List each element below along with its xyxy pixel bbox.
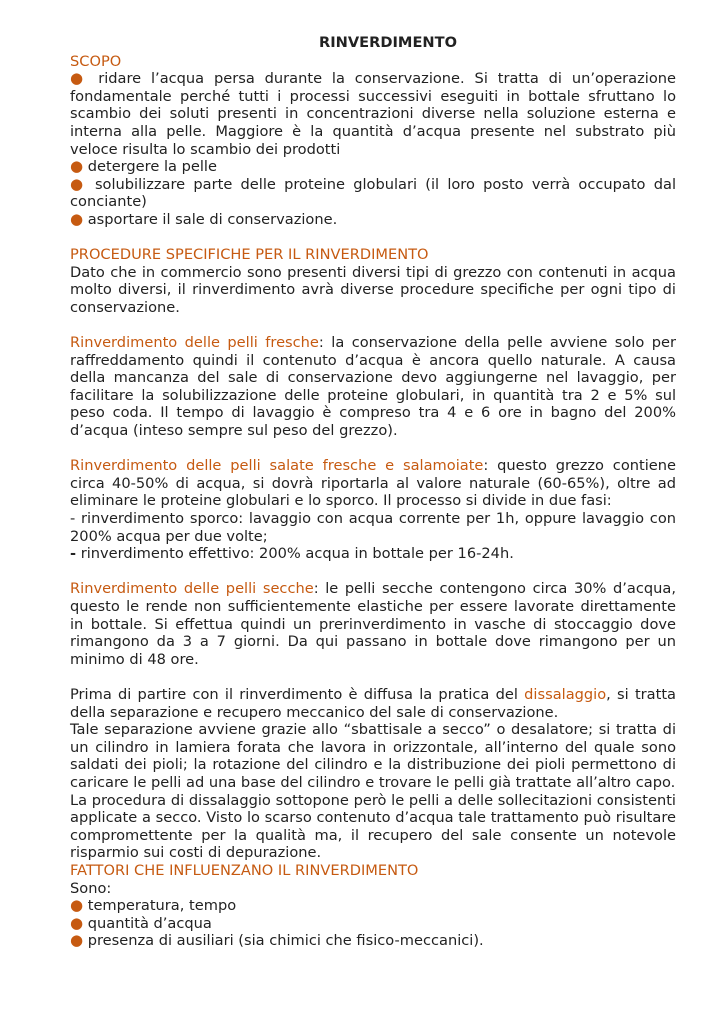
bullet-item: ● detergere la pelle	[70, 157, 217, 176]
bullet-item: ● presenza di ausiliari (sia chimici che fisico-meccanici).	[70, 931, 484, 950]
heading-fattori: FATTORI CHE INFLUENZANO IL RINVERDIMENTO	[70, 861, 419, 879]
section-secche: Rinverdimento delle pelli secche: le pelli secche contengono circa 30% d’acqua, questo le rende non sufficientemente elastiche per essere lavorate direttamente in bottale. Si effettua quindi un prerinverdimento in vasche di stoccaggio dove rimangono da 3 a 7 giorni. Da qui passano in bottale dove rimangono per un minimo di 48 ore.	[70, 580, 676, 668]
bullet-item: ● asportare il sale di conservazione.	[70, 209, 338, 228]
bullet-icon: ●	[70, 209, 84, 228]
dissalaggio-p1: Prima di partire con il rinverdimento è diffusa la pratica del dissalaggio, si tratta della separazione e recupero meccanico del sale di conservazione.	[70, 685, 676, 721]
bullet-icon: ●	[70, 931, 84, 950]
label-secche: Rinverdimento delle pelli secche	[70, 580, 314, 598]
term-dissalaggio: dissalaggio	[524, 685, 607, 703]
heading-procedure: PROCEDURE SPECIFICHE PER IL RINVERDIMENTO	[70, 246, 429, 264]
bullet-icon: ●	[70, 69, 89, 88]
label-salate: Rinverdimento delle pelli salate fresche e salamoiate	[70, 457, 484, 475]
bullet-item: ● solubilizzare parte delle proteine globulari (il loro posto verrà occupato dal conciante)	[70, 174, 676, 211]
bullet-icon: ●	[70, 896, 84, 915]
phase-2: - rinverdimento effettivo: 200% acqua in bottale per 16-24h.	[70, 545, 514, 563]
bullet-item: ● quantità d’acqua	[70, 913, 212, 932]
phase-1: - rinverdimento sporco: lavaggio con acqua corrente per 1h, oppure lavaggio con 200% acqua per due volte;	[70, 510, 676, 545]
section-fresche: Rinverdimento delle pelli fresche: la conservazione della pelle avviene solo per raffreddamento quindi il contenuto d’acqua è ancora quello naturale. A causa della mancanza del sale di conservazione devo aggiungerne nel lavaggio, per facilitare la solubilizzazione delle proteine globulari, in quantità tra 2 e 5% sul peso coda. Il tempo di lavaggio è compreso tra 4 e 6 ore in bagno del 200% d’acqua (inteso sempre sul peso del grezzo).	[70, 334, 676, 440]
bullet-icon: ●	[70, 913, 84, 932]
dissalaggio-p3: La procedura di dissalaggio sottopone però le pelli a delle sollecitazioni consistenti applicate a secco. Visto lo scarso contenuto d’acqua tale trattamento può risultare compromettente per la qualità ma, il recupero del sale consente un notevole risparmio sui costi di depurazione.	[70, 791, 676, 862]
section-salate: Rinverdimento delle pelli salate fresche e salamoiate: questo grezzo contiene circa 40-50% di acqua, si dovrà riportarla al valore naturale (60-65%), oltre ad eliminare le proteine globulari e lo sporco. Il processo si divide in due fasi:	[70, 457, 676, 510]
procedure-intro: Dato che in commercio sono presenti diversi tipi di grezzo con contenuti in acqua molto diversi, il rinverdimento avrà diverse procedure specifiche per ogni tipo di conservazione.	[70, 263, 676, 316]
bullet-item: ● ridare l’acqua persa durante la conservazione. Si tratta di un’operazione fondamentale perché tutti i processi successivi eseguiti in bottale sfruttano lo scambio dei soluti presenti in concentrazioni diverse nella soluzione esterna e interna alla pelle. Maggiore è la quantità d’acqua presente nel substrato più veloce risulta lo scambio dei prodotti	[70, 69, 676, 158]
heading-scopo: SCOPO	[70, 52, 122, 70]
document-title: RINVERDIMENTO	[319, 34, 457, 51]
spacer	[70, 668, 676, 686]
label-fresche: Rinverdimento delle pelli fresche	[70, 334, 319, 352]
bullet-item: ● temperatura, tempo	[70, 896, 237, 915]
spacer	[70, 440, 676, 458]
spacer	[70, 317, 676, 335]
dissalaggio-p2: Tale separazione avviene grazie allo “sbattisale a secco” o desalatore; si tratta di un cilindro in lamiera forata che lavora in orizzontale, all’interno del quale sono saldati dei pioli; la rotazione del cilindro e la distribuzione dei pioli permettono di caricare le pelli ad una base del cilindro e trovare le pelli già trattate all’altro capo.	[70, 721, 676, 791]
spacer	[70, 563, 676, 581]
bullet-icon: ●	[70, 157, 84, 176]
bullet-icon: ●	[70, 174, 87, 193]
fattori-intro: Sono:	[70, 879, 112, 897]
spacer	[70, 229, 676, 247]
